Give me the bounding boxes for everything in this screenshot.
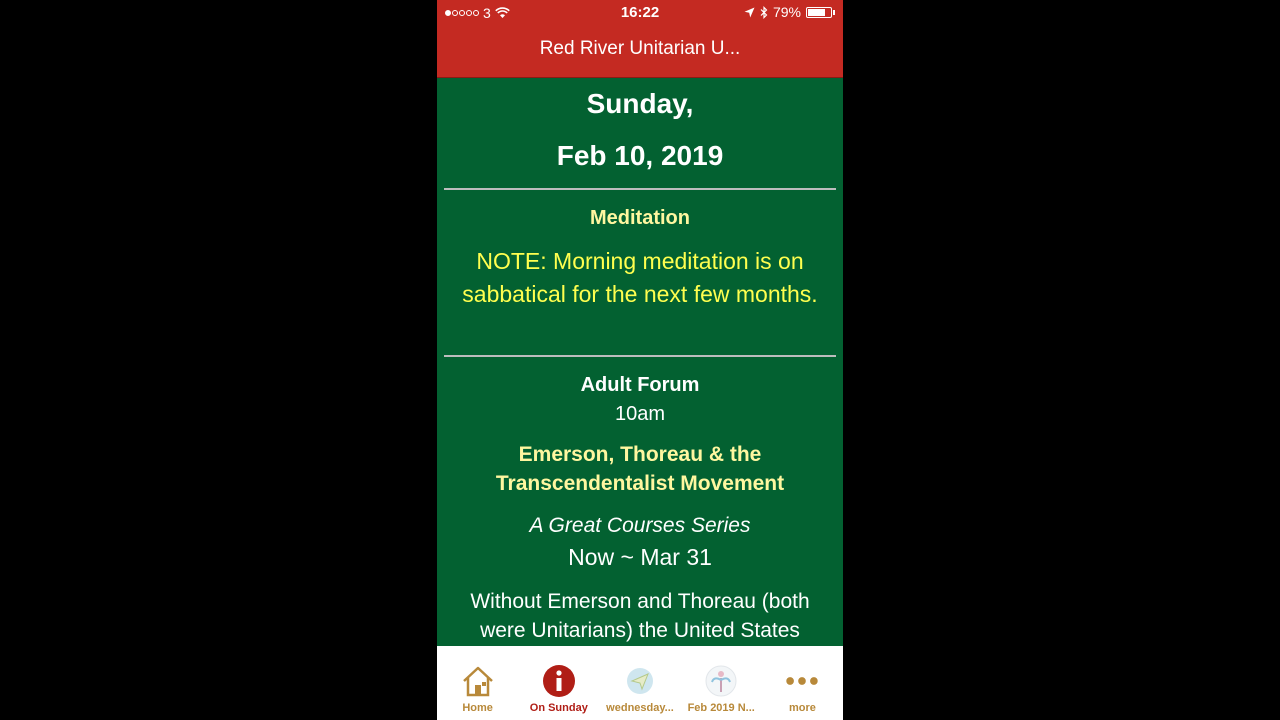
course-title-line1: Emerson, Thoreau & the [518,443,762,466]
tab-label: Home [462,702,493,714]
tab-label: On Sunday [529,702,588,714]
newsletter-logo-icon [704,664,738,698]
paper-plane-icon [623,664,657,698]
location-arrow-icon [744,7,755,18]
phone-screen [437,0,843,720]
info-icon [542,664,576,698]
status-bar [437,0,843,26]
divider [444,188,836,190]
adult-forum-title: Adult Forum [580,374,700,396]
adult-forum-time: 10am [614,403,666,425]
meditation-note: NOTE: Morning meditation is on sabbatical for the next few months. [462,248,818,307]
date-full: Feb 10, 2019 [556,140,724,171]
tab-more[interactable] [762,646,843,720]
tab-bar [437,646,843,720]
tab-label: more [788,702,816,714]
tab-wednesday[interactable] [599,646,680,720]
course-title-line2: Transcendentalist Movement [495,472,785,495]
tab-home[interactable] [437,646,518,720]
divider [444,355,836,357]
meditation-title: Meditation [590,207,690,229]
nav-title: Red River Unitarian U... [437,26,843,78]
tab-label: Feb 2019 N... [687,702,755,714]
tab-feb-newsletter[interactable] [681,646,762,720]
battery-fill [808,9,825,16]
sunday-content[interactable] [437,78,843,646]
date-weekday: Sunday, [586,88,694,119]
course-dates: Now ~ Mar 31 [568,544,712,570]
battery-icon [806,7,835,18]
course-title [457,440,823,498]
status-right-group [744,4,835,20]
home-icon [461,664,495,698]
course-description: Without Emerson and Thoreau (both were Unitarians) the United States [470,590,810,642]
battery-percent: 79% [772,4,801,20]
status-time: 16:22 [620,4,660,21]
bluetooth-icon [760,6,768,19]
more-dots-icon [785,664,819,698]
tab-label: wednesday... [606,702,674,714]
carrier-label: 3 [483,5,491,21]
tab-on-sunday[interactable] [518,646,599,720]
course-series: A Great Courses Series [529,514,751,537]
